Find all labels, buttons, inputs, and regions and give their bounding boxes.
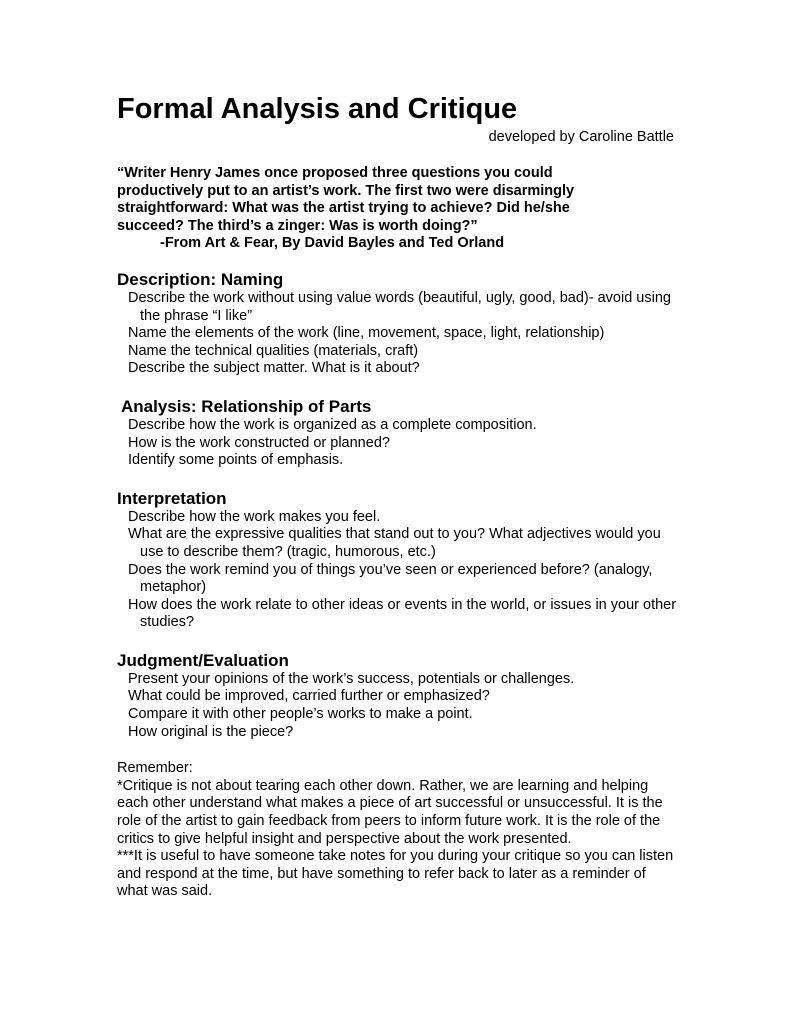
notes-tip: ***It is useful to have someone take notes for you during your critique so you can listen and respond at the time, but have something to refer back to later as a reminder of what was said.: [117, 848, 674, 900]
list-item: What are the expressive qualities that stand out to you? What adjectives would you use to describe them? (tragic, humorous, etc.): [128, 526, 661, 560]
list-item: Identify some points of emphasis.: [128, 452, 344, 469]
section-heading-description: Description: Naming: [117, 269, 284, 289]
list-item: Describe the work without using value words (beautiful, ugly, good, bad)- avoid using the phrase “I like”: [128, 289, 671, 324]
list-item: What could be improved, carried further or emphasized?: [128, 688, 490, 705]
section-heading-analysis: Analysis: Relationship of Parts: [121, 396, 372, 416]
quote-text: “Writer Henry James once proposed three questions you could productively put to an artist’s work. The first two were disarmingly straightforward: What was the artist trying to achieve? Did he/she succeed? The third’s a zinger: Was is worth doing?”: [117, 165, 575, 234]
analysis-list: [117, 417, 687, 470]
critique-note: *Critique is not about tearing each other down. Rather, we are learning and helping each other understand what makes a piece of art successful or unsuccessful. It is the role of the artist to gain feedback from peers to inform future work. It is the role of the critics to give helpful insight and perspective about the work presented.: [117, 777, 663, 847]
list-item: Does the work remind you of things you’ve seen or experienced before? (analogy, metaphor): [128, 561, 653, 596]
list-item: Describe how the work makes you feel.: [128, 508, 381, 525]
list-item: Name the elements of the work (line, movement, space, light, relationship): [128, 325, 605, 342]
document-page: [117, 92, 687, 901]
judgment-list: [117, 671, 687, 741]
section-heading-judgment: Judgment/Evaluation: [117, 650, 289, 670]
remember-label: Remember:: [117, 760, 193, 777]
list-item: How is the work constructed or planned?: [128, 434, 390, 451]
description-list: [117, 290, 687, 378]
list-item: Present your opinions of the work’s success, potentials or challenges.: [128, 670, 575, 687]
list-item: Describe how the work is organized as a complete composition.: [128, 416, 537, 433]
section-heading-interpretation: Interpretation: [117, 488, 227, 508]
interpretation-list: [117, 509, 687, 632]
epigraph-quote: [117, 165, 597, 253]
list-item: Compare it with other people’s works to make a point.: [128, 706, 473, 723]
list-item: How does the work relate to other ideas or events in the world, or issues in your other studies?: [128, 596, 677, 631]
list-item: Name the technical qualities (materials, craft): [128, 342, 419, 359]
list-item: Describe the subject matter. What is it about?: [128, 360, 420, 377]
author-byline: developed by Caroline Battle: [488, 129, 674, 145]
list-item: How original is the piece?: [128, 723, 294, 740]
page-title: Formal Analysis and Critique: [117, 93, 518, 125]
quote-source: -From Art & Fear, By David Bayles and Ted Orland: [160, 235, 505, 252]
